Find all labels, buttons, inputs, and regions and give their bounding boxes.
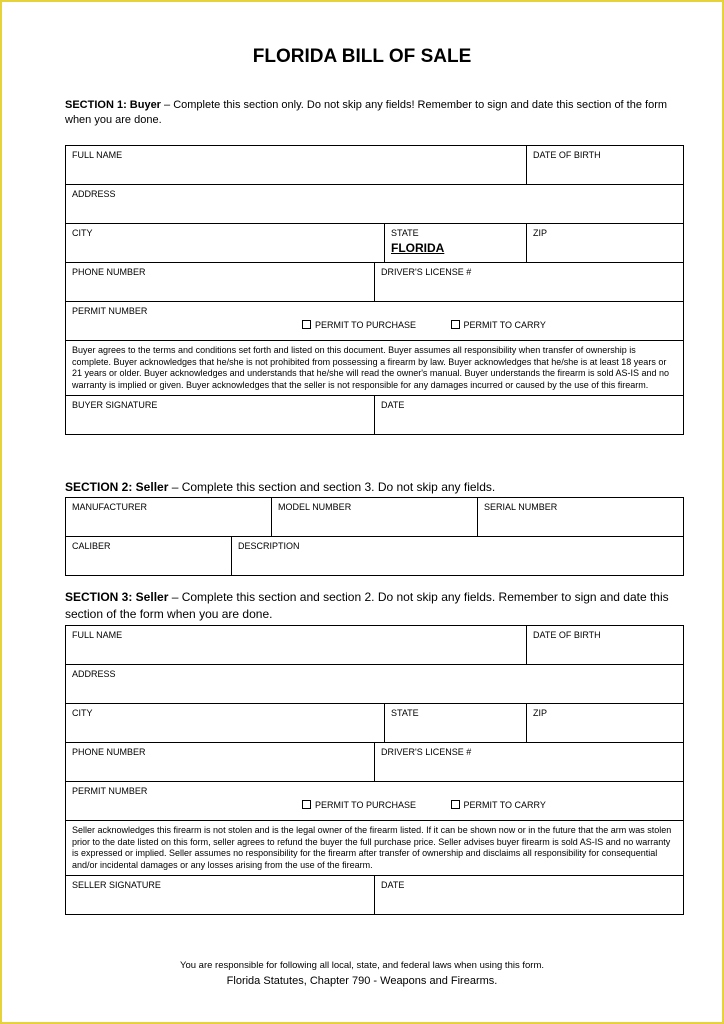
checkbox-icon[interactable] xyxy=(302,800,311,809)
seller-city-label: CITY xyxy=(72,708,93,718)
buyer-license-field[interactable] xyxy=(375,263,684,302)
checkbox-icon[interactable] xyxy=(451,800,460,809)
seller-permit-carry-option[interactable] xyxy=(451,800,546,810)
buyer-dob-field[interactable] xyxy=(527,146,684,185)
seller-address-label: ADDRESS xyxy=(72,669,116,679)
manufacturer-label: MANUFACTURER xyxy=(72,502,148,512)
section2-instruction: – Complete this section and section 3. Do not skip any fields. xyxy=(168,480,496,494)
buyer-permit-carry-label: PERMIT TO CARRY xyxy=(463,320,546,330)
seller-phone-field[interactable] xyxy=(66,743,375,782)
description-field[interactable] xyxy=(232,537,684,576)
caliber-label: CALIBER xyxy=(72,541,111,551)
seller-city-field[interactable] xyxy=(66,704,385,743)
serial-number-label: SERIAL NUMBER xyxy=(484,502,558,512)
buyer-permit-options xyxy=(302,320,578,330)
buyer-state-label: STATE xyxy=(391,228,419,238)
seller-dob-field[interactable] xyxy=(527,626,684,665)
seller-date-label: DATE xyxy=(381,880,405,890)
seller-license-field[interactable] xyxy=(375,743,684,782)
buyer-dob-label: DATE OF BIRTH xyxy=(533,150,601,160)
buyer-state-value: FLORIDA xyxy=(391,241,445,255)
serial-number-field[interactable] xyxy=(478,498,684,537)
buyer-phone-label: PHONE NUMBER xyxy=(72,267,146,277)
section1-instruction: – Complete this section only. Do not skip any fields! Remember to sign and date this section of the form when you are done. xyxy=(65,99,668,126)
seller-signature-label: SELLER SIGNATURE xyxy=(72,880,161,890)
buyer-zip-field[interactable] xyxy=(527,224,684,263)
seller-date-field[interactable] xyxy=(375,876,684,915)
buyer-permit-carry-option[interactable] xyxy=(451,320,546,330)
section3-title: SECTION 3: Seller xyxy=(65,590,169,604)
buyer-permit-purchase-option[interactable] xyxy=(302,320,416,330)
page-title: FLORIDA BILL OF SALE xyxy=(252,46,472,67)
seller-full-name-field[interactable] xyxy=(66,626,527,665)
seller-permit-field[interactable] xyxy=(66,782,684,821)
seller-state-label: STATE xyxy=(391,708,419,718)
buyer-city-label: CITY xyxy=(72,228,93,238)
model-number-label: MODEL NUMBER xyxy=(278,502,352,512)
buyer-full-name-label: FULL NAME xyxy=(72,150,123,160)
section1-title: SECTION 1: Buyer xyxy=(65,99,161,111)
buyer-date-label: DATE xyxy=(381,400,405,410)
seller-permit-label: PERMIT NUMBER xyxy=(72,786,148,796)
buyer-date-field[interactable] xyxy=(375,396,684,435)
buyer-city-field[interactable] xyxy=(66,224,385,263)
description-label: DESCRIPTION xyxy=(238,541,300,551)
seller-signature-field[interactable] xyxy=(66,876,375,915)
section1-heading xyxy=(65,98,677,128)
manufacturer-field[interactable] xyxy=(66,498,272,537)
section3-heading xyxy=(65,589,677,623)
buyer-form-table xyxy=(65,145,684,435)
checkbox-icon[interactable] xyxy=(451,320,460,329)
seller-permit-purchase-label: PERMIT TO PURCHASE xyxy=(315,800,417,810)
buyer-zip-label: ZIP xyxy=(533,228,548,238)
seller-address-field[interactable] xyxy=(66,665,684,704)
seller-state-field[interactable] xyxy=(385,704,527,743)
caliber-field[interactable] xyxy=(66,537,232,576)
firearm-table xyxy=(65,497,684,576)
buyer-signature-field[interactable] xyxy=(66,396,375,435)
buyer-terms: Buyer agrees to the terms and conditions set forth and listed on this document. Buyer assumes all responsibility when transfer of ownership is complete. Buyer acknowledges that he/she is not prohibited from possessing a firearm by law. Buyer acknowledges that he/she is at least 18 years or 21 years or older. Buyer acknowledges and understands that he/she will read the owner's manual. Buyer understands the firearm is sold AS-IS and no warranty is implied or given. Buyer acknowledges that the seller is not responsible for any damages incurred or caused by the use of this firearm. xyxy=(66,341,684,396)
buyer-address-label: ADDRESS xyxy=(72,189,116,199)
section2-title: SECTION 2: Seller xyxy=(65,480,169,494)
buyer-permit-label: PERMIT NUMBER xyxy=(72,306,148,316)
seller-permit-carry-label: PERMIT TO CARRY xyxy=(463,800,546,810)
seller-permit-options xyxy=(302,800,578,810)
seller-full-name-label: FULL NAME xyxy=(72,630,123,640)
buyer-address-field[interactable] xyxy=(66,185,684,224)
section3-instruction: – Complete this section and section 2. Do not skip any fields. Remember to sign and date this section of the form when you are done. xyxy=(65,590,669,621)
seller-form-table xyxy=(65,625,684,915)
seller-permit-purchase-option[interactable] xyxy=(302,800,416,810)
seller-license-label: DRIVER'S LICENSE # xyxy=(381,747,472,757)
seller-zip-field[interactable] xyxy=(527,704,684,743)
checkbox-icon[interactable] xyxy=(302,320,311,329)
footer-legal-notice: You are responsible for following all local, state, and federal laws when using this form. xyxy=(179,960,544,971)
seller-zip-label: ZIP xyxy=(533,708,548,718)
footer-statute-reference: Florida Statutes, Chapter 790 - Weapons and Firearms. xyxy=(226,975,498,987)
buyer-permit-purchase-label: PERMIT TO PURCHASE xyxy=(315,320,417,330)
buyer-permit-field[interactable] xyxy=(66,302,684,341)
buyer-full-name-field[interactable] xyxy=(66,146,527,185)
section2-heading xyxy=(65,479,677,496)
buyer-phone-field[interactable] xyxy=(66,263,375,302)
model-number-field[interactable] xyxy=(272,498,478,537)
buyer-license-label: DRIVER'S LICENSE # xyxy=(381,267,472,277)
seller-dob-label: DATE OF BIRTH xyxy=(533,630,601,640)
buyer-signature-label: BUYER SIGNATURE xyxy=(72,400,158,410)
seller-phone-label: PHONE NUMBER xyxy=(72,747,146,757)
buyer-state-field[interactable] xyxy=(385,224,527,263)
seller-terms: Seller acknowledges this firearm is not stolen and is the legal owner of the firearm listed. If it can be shown now or in the future that the arm was stolen prior to the date listed on this form, seller agrees to refund the buyer the full purchase price. Seller advises buyer firearm is sold AS-IS and no warranty is expressed or implied. Seller assumes no responsibility for the firearm after transfer of ownership and disclaims all responsibility for consequential and/or incidental damages or any losses arising from the use of the firearm. xyxy=(66,821,684,876)
